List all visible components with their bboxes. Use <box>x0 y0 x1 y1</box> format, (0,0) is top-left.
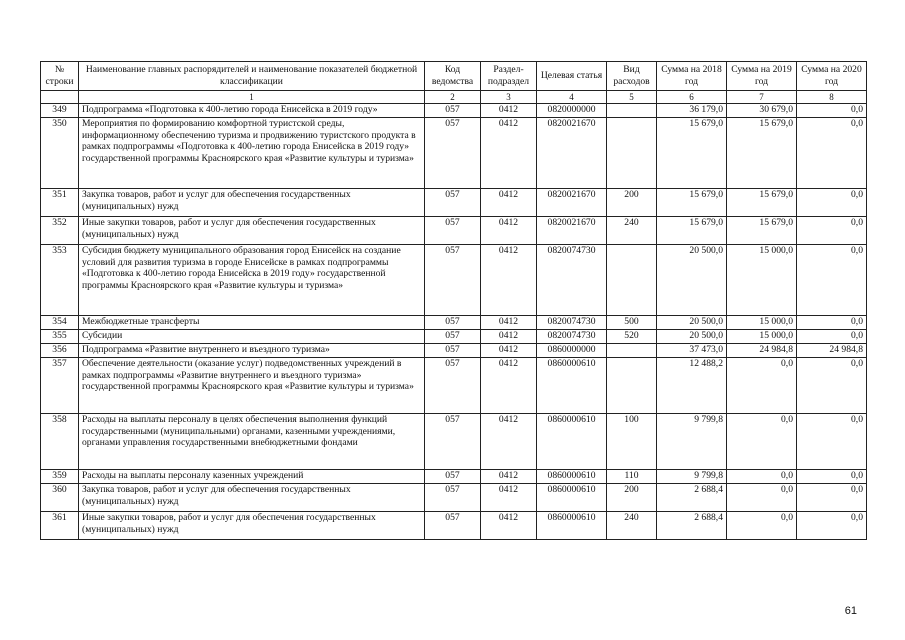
cell-section: 0412 <box>481 316 537 330</box>
cell-article: 0820074730 <box>537 330 607 344</box>
table-row <box>41 330 867 344</box>
cell-code: 057 <box>425 118 481 189</box>
cell-kind: 520 <box>607 330 657 344</box>
cell-section: 0412 <box>481 217 537 245</box>
column-number: 2 <box>425 91 481 104</box>
cell-num: 356 <box>41 344 79 358</box>
page-number: 61 <box>844 605 857 617</box>
header-name: Наименование главных распорядителей и наименование показателей бюджетной классификации <box>79 62 425 91</box>
table-row <box>41 344 867 358</box>
cell-kind <box>607 104 657 118</box>
cell-code: 057 <box>425 512 481 540</box>
cell-num: 360 <box>41 484 79 512</box>
cell-name: Межбюджетные трансферты <box>79 316 425 330</box>
header-article: Целевая статья <box>537 62 607 91</box>
cell-s2018: 2 688,4 <box>657 484 727 512</box>
cell-s2020: 0,0 <box>797 104 867 118</box>
cell-name: Подпрограмма «Подготовка к 400-летию города Енисейска в 2019 году» <box>79 104 425 118</box>
cell-s2019: 30 679,0 <box>727 104 797 118</box>
cell-article: 0820000000 <box>537 104 607 118</box>
cell-num: 355 <box>41 330 79 344</box>
cell-s2018: 20 500,0 <box>657 245 727 316</box>
column-number-row <box>41 91 867 104</box>
cell-code: 057 <box>425 484 481 512</box>
cell-num: 352 <box>41 217 79 245</box>
cell-name: Мероприятия по формированию комфортной туристской среды, информационному обеспечению туризма и продвижению туристского продукта в рамках подпрограммы «Подготовка к 400-летию города Енисейска в 2019 году» государственной программы Красноярского края «Развитие культуры и туризма» <box>79 118 425 189</box>
cell-code: 057 <box>425 414 481 470</box>
cell-num: 358 <box>41 414 79 470</box>
header-num: № строки <box>41 62 79 91</box>
cell-s2018: 20 500,0 <box>657 330 727 344</box>
cell-s2018: 15 679,0 <box>657 118 727 189</box>
cell-s2018: 36 179,0 <box>657 104 727 118</box>
cell-kind: 240 <box>607 217 657 245</box>
header-sum-2018: Сумма на 2018 год <box>657 62 727 91</box>
cell-s2020: 24 984,8 <box>797 344 867 358</box>
cell-code: 057 <box>425 245 481 316</box>
column-number: 6 <box>657 91 727 104</box>
cell-s2018: 2 688,4 <box>657 512 727 540</box>
cell-s2019: 0,0 <box>727 414 797 470</box>
cell-s2020: 0,0 <box>797 316 867 330</box>
cell-code: 057 <box>425 189 481 217</box>
cell-s2019: 0,0 <box>727 470 797 484</box>
cell-s2019: 24 984,8 <box>727 344 797 358</box>
cell-kind <box>607 344 657 358</box>
cell-name: Субсидии <box>79 330 425 344</box>
table-row <box>41 470 867 484</box>
table-row <box>41 104 867 118</box>
cell-s2019: 0,0 <box>727 484 797 512</box>
cell-code: 057 <box>425 104 481 118</box>
table-row <box>41 358 867 414</box>
cell-section: 0412 <box>481 512 537 540</box>
cell-kind: 240 <box>607 512 657 540</box>
cell-s2018: 20 500,0 <box>657 316 727 330</box>
cell-article: 0820021670 <box>537 118 607 189</box>
cell-kind <box>607 358 657 414</box>
cell-s2020: 0,0 <box>797 330 867 344</box>
cell-num: 353 <box>41 245 79 316</box>
cell-num: 359 <box>41 470 79 484</box>
header-section: Раздел-подраздел <box>481 62 537 91</box>
cell-kind: 100 <box>607 414 657 470</box>
cell-section: 0412 <box>481 118 537 189</box>
cell-s2018: 15 679,0 <box>657 189 727 217</box>
cell-article: 0820021670 <box>537 217 607 245</box>
cell-name: Расходы на выплаты персоналу казенных учреждений <box>79 470 425 484</box>
cell-kind <box>607 245 657 316</box>
cell-name: Расходы на выплаты персоналу в целях обеспечения выполнения функций государственными (муниципальными) органами, казенными учреждениями, органами управления государственными внебюджетными фондами <box>79 414 425 470</box>
cell-s2018: 12 488,2 <box>657 358 727 414</box>
cell-s2019: 15 679,0 <box>727 118 797 189</box>
cell-code: 057 <box>425 358 481 414</box>
cell-article: 0820074730 <box>537 316 607 330</box>
cell-article: 0860000610 <box>537 484 607 512</box>
cell-s2020: 0,0 <box>797 484 867 512</box>
header-row <box>41 62 867 91</box>
cell-s2020: 0,0 <box>797 217 867 245</box>
cell-article: 0860000610 <box>537 414 607 470</box>
cell-article: 0820074730 <box>537 245 607 316</box>
cell-section: 0412 <box>481 104 537 118</box>
cell-name: Подпрограмма «Развитие внутреннего и въездного туризма» <box>79 344 425 358</box>
cell-code: 057 <box>425 344 481 358</box>
cell-s2019: 15 000,0 <box>727 245 797 316</box>
cell-num: 354 <box>41 316 79 330</box>
table-row <box>41 118 867 189</box>
cell-s2020: 0,0 <box>797 118 867 189</box>
cell-section: 0412 <box>481 330 537 344</box>
table-row <box>41 217 867 245</box>
cell-name: Закупка товаров, работ и услуг для обеспечения государственных (муниципальных) нужд <box>79 484 425 512</box>
cell-s2020: 0,0 <box>797 470 867 484</box>
cell-s2018: 9 799,8 <box>657 414 727 470</box>
cell-section: 0412 <box>481 245 537 316</box>
cell-article: 0860000610 <box>537 512 607 540</box>
cell-section: 0412 <box>481 470 537 484</box>
cell-section: 0412 <box>481 189 537 217</box>
cell-s2020: 0,0 <box>797 245 867 316</box>
header-sum-2020: Сумма на 2020 год <box>797 62 867 91</box>
column-number: 1 <box>79 91 425 104</box>
cell-s2019: 15 679,0 <box>727 217 797 245</box>
cell-article: 0860000000 <box>537 344 607 358</box>
cell-article: 0860000610 <box>537 470 607 484</box>
cell-s2020: 0,0 <box>797 358 867 414</box>
cell-num: 351 <box>41 189 79 217</box>
cell-num: 349 <box>41 104 79 118</box>
cell-name: Субсидия бюджету муниципального образования город Енисейск на создание условий для развития туризма в городе Енисейске в рамках подпрограммы «Подготовка к 400-летию города Енисейска в 2019 году» государственной программы Красноярского края «Развитие культуры и туризма» <box>79 245 425 316</box>
cell-s2018: 37 473,0 <box>657 344 727 358</box>
column-number <box>41 91 79 104</box>
column-number: 8 <box>797 91 867 104</box>
table-row <box>41 189 867 217</box>
column-number: 7 <box>727 91 797 104</box>
cell-code: 057 <box>425 316 481 330</box>
cell-code: 057 <box>425 330 481 344</box>
cell-section: 0412 <box>481 484 537 512</box>
cell-s2019: 0,0 <box>727 512 797 540</box>
table-row <box>41 512 867 540</box>
cell-kind: 200 <box>607 189 657 217</box>
cell-s2018: 9 799,8 <box>657 470 727 484</box>
cell-name: Иные закупки товаров, работ и услуг для обеспечения государственных (муниципальных) нужд <box>79 217 425 245</box>
cell-code: 057 <box>425 470 481 484</box>
cell-section: 0412 <box>481 358 537 414</box>
cell-name: Обеспечение деятельности (оказание услуг) подведомственных учреждений в рамках подпрограммы «Развитие внутреннего и въездного туризма» государственной программы Красноярского края «Развитие культуры и туризма» <box>79 358 425 414</box>
cell-s2019: 15 000,0 <box>727 330 797 344</box>
cell-s2018: 15 679,0 <box>657 217 727 245</box>
cell-s2019: 0,0 <box>727 358 797 414</box>
cell-s2020: 0,0 <box>797 512 867 540</box>
table-body <box>41 104 867 540</box>
cell-section: 0412 <box>481 414 537 470</box>
header-sum-2019: Сумма на 2019 год <box>727 62 797 91</box>
table-row <box>41 414 867 470</box>
table-row <box>41 484 867 512</box>
cell-article: 0820021670 <box>537 189 607 217</box>
cell-kind: 200 <box>607 484 657 512</box>
cell-kind: 110 <box>607 470 657 484</box>
cell-article: 0860000610 <box>537 358 607 414</box>
cell-num: 357 <box>41 358 79 414</box>
cell-name: Закупка товаров, работ и услуг для обеспечения государственных (муниципальных) нужд <box>79 189 425 217</box>
table-row <box>41 316 867 330</box>
column-number: 3 <box>481 91 537 104</box>
cell-num: 361 <box>41 512 79 540</box>
cell-kind: 500 <box>607 316 657 330</box>
cell-num: 350 <box>41 118 79 189</box>
header-kind: Вид расходов <box>607 62 657 91</box>
column-number: 4 <box>537 91 607 104</box>
cell-name: Иные закупки товаров, работ и услуг для обеспечения государственных (муниципальных) нужд <box>79 512 425 540</box>
cell-section: 0412 <box>481 344 537 358</box>
table-row <box>41 245 867 316</box>
cell-code: 057 <box>425 217 481 245</box>
cell-s2020: 0,0 <box>797 189 867 217</box>
cell-s2019: 15 000,0 <box>727 316 797 330</box>
cell-s2019: 15 679,0 <box>727 189 797 217</box>
cell-s2020: 0,0 <box>797 414 867 470</box>
budget-table <box>40 61 867 540</box>
column-number: 5 <box>607 91 657 104</box>
cell-kind <box>607 118 657 189</box>
header-code: Код ведомства <box>425 62 481 91</box>
